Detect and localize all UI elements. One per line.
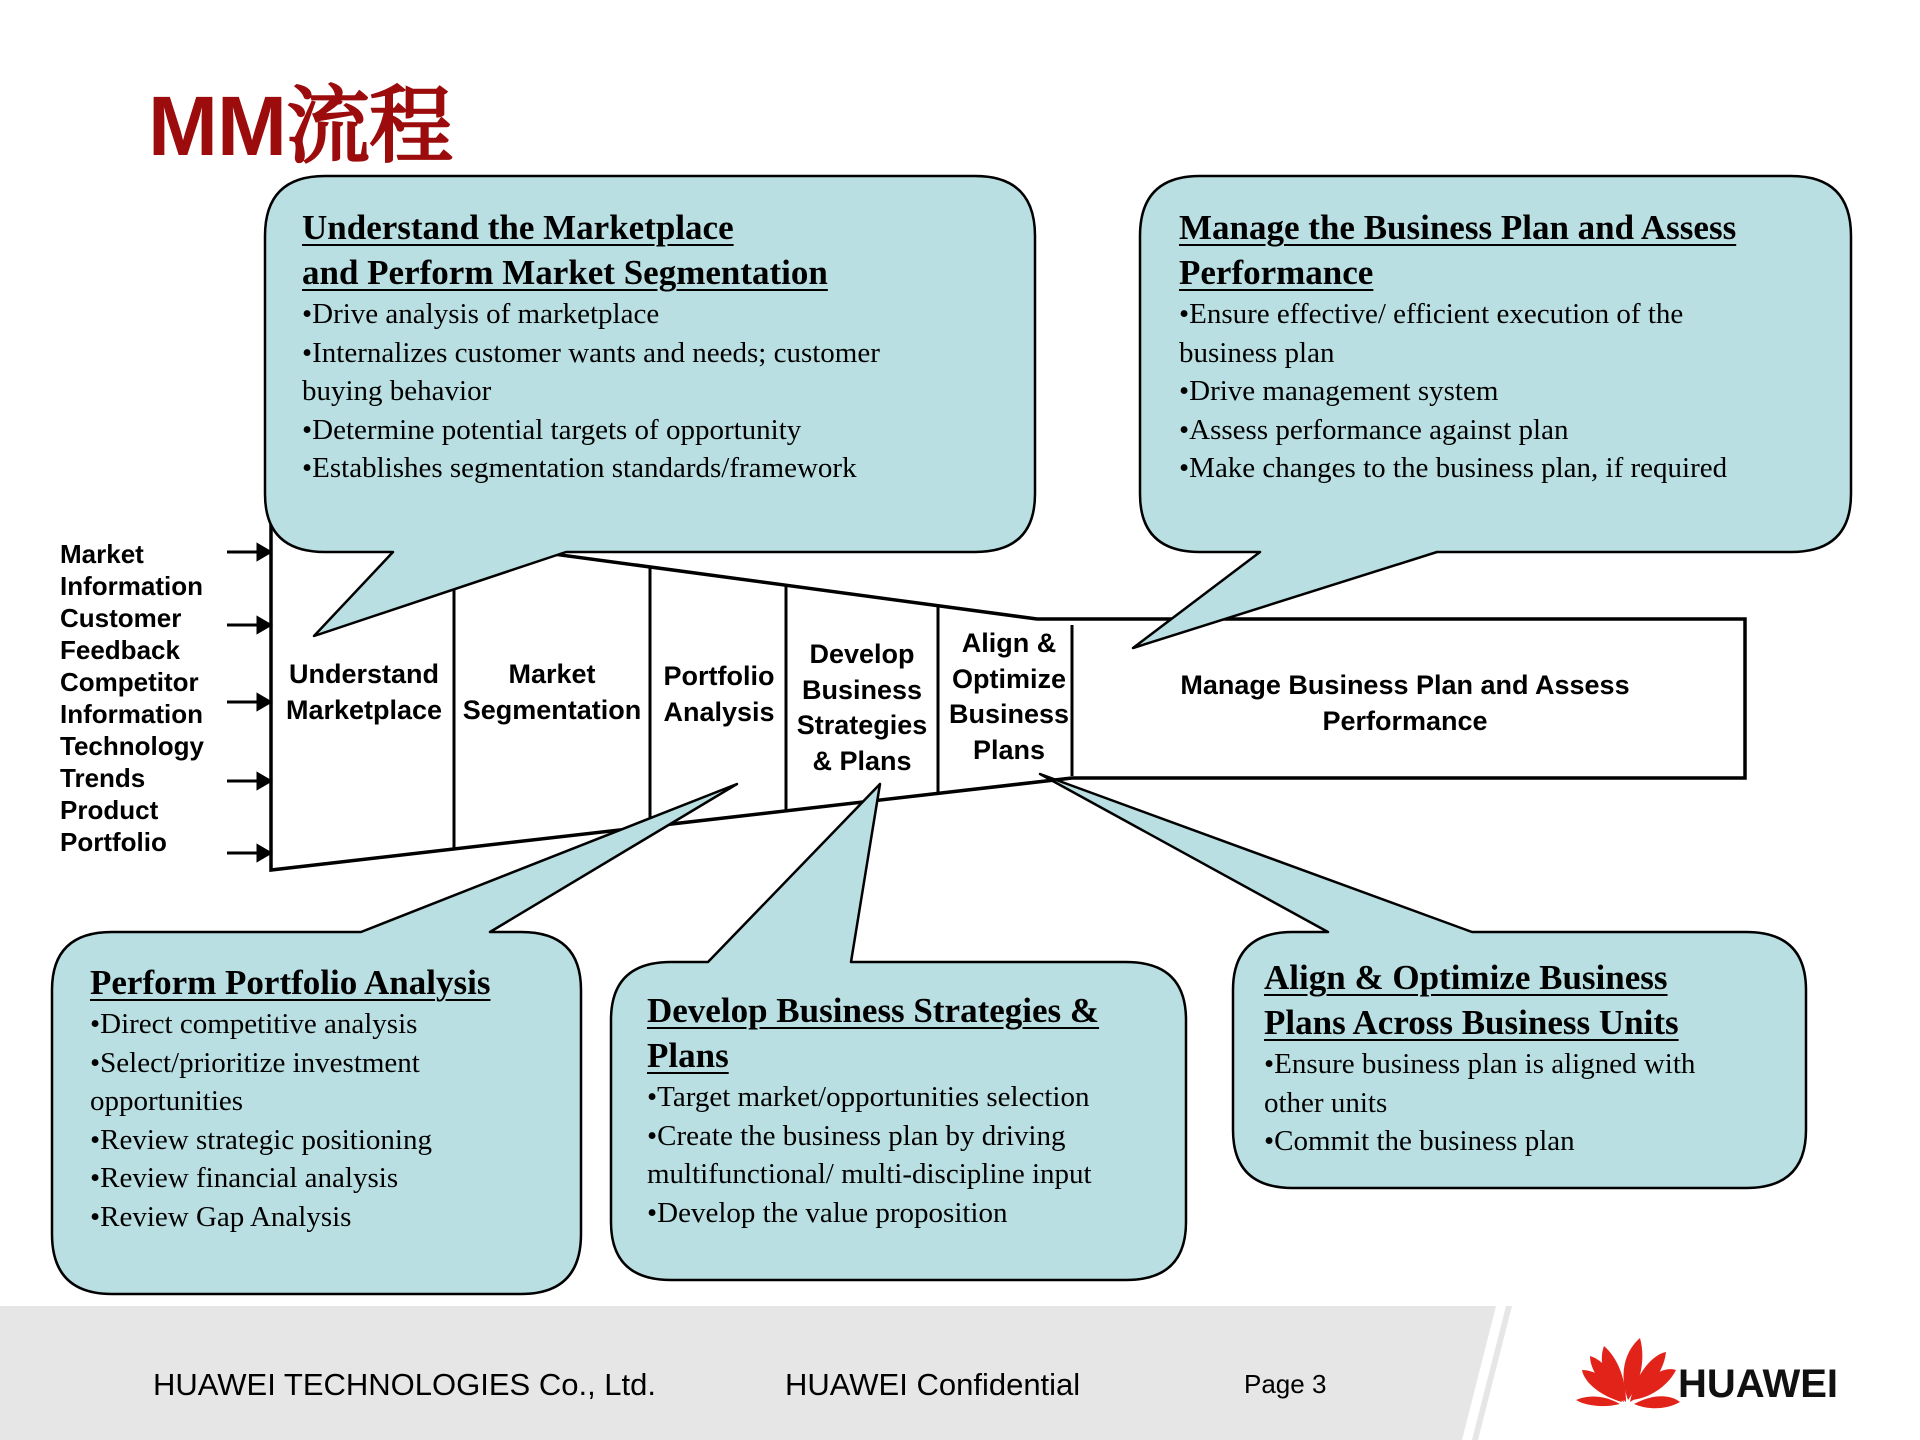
- callout-heading: and Perform Market Segmentation: [302, 253, 828, 292]
- callout-bullet: •Establishes segmentation standards/framework: [302, 452, 857, 484]
- callout-heading: Perform Portfolio Analysis: [90, 963, 491, 1002]
- callout-bullet: buying behavior: [302, 375, 492, 407]
- callout-align-text: [1264, 955, 1794, 1161]
- callout-bullet: •Direct competitive analysis: [90, 1008, 418, 1040]
- stage-label-line: Understand: [288, 659, 440, 689]
- input-label: Market: [60, 539, 144, 569]
- callout-bullet: •Ensure effective/ efficient execution of the: [1179, 298, 1684, 330]
- stage-manage-plan: [1110, 668, 1700, 739]
- input-arrows: [227, 545, 270, 860]
- callout-bullet: other units: [1264, 1086, 1388, 1119]
- stage-label-line: Business: [801, 674, 923, 705]
- callout-bullet: multifunctional/ multi-discipline input: [647, 1158, 1092, 1190]
- stage-label-line: Plans: [972, 734, 1046, 765]
- stage-label-line: Business: [948, 699, 1070, 729]
- input-label: Portfolio: [60, 827, 167, 857]
- callout-bullet: •Assess performance against plan: [1179, 413, 1569, 446]
- input-label: Trends: [60, 763, 146, 793]
- callout-heading: Align & Optimize Business: [1264, 958, 1668, 997]
- input-label: Technology: [60, 731, 204, 761]
- input-label: Product: [60, 795, 159, 825]
- callout-bullet: •Drive analysis of marketplace: [302, 298, 660, 330]
- callout-bullet: •Make changes to the business plan, if required: [1179, 452, 1728, 484]
- callout-bullet: •Target market/opportunities selection: [647, 1081, 1090, 1113]
- input-label: Feedback: [60, 635, 180, 665]
- callout-bullet: •Ensure business plan is aligned with: [1264, 1048, 1696, 1080]
- stage-portfolio-analysis: [652, 659, 786, 730]
- callout-heading: Develop Business Strategies &: [647, 991, 1100, 1030]
- input-label: Customer: [60, 603, 182, 633]
- stage-understand-marketplace: [276, 657, 452, 728]
- callout-bullet: •Review strategic positioning: [90, 1123, 432, 1156]
- callout-heading: Manage the Business Plan and Assess: [1179, 208, 1737, 247]
- stage-label-line: Performance: [1322, 705, 1488, 736]
- callout-portfolio-text: [90, 960, 570, 1236]
- callout-bullet: •Select/prioritize investment: [90, 1046, 420, 1079]
- stage-label-line: Segmentation: [462, 694, 642, 725]
- callout-bullet: •Determine potential targets of opportunity: [302, 413, 802, 446]
- input-label: Competitor: [60, 667, 199, 697]
- stage-label-line: Optimize: [951, 663, 1066, 694]
- footer-confidential: HUAWEI Confidential: [785, 1367, 1081, 1402]
- callout-bullet: opportunities: [90, 1085, 244, 1117]
- page-title: MM流程: [148, 79, 452, 173]
- callout-manage-text: [1179, 205, 1839, 488]
- callout-bullet: •Review financial analysis: [90, 1162, 399, 1194]
- stage-label-line: Strategies: [796, 710, 928, 740]
- stage-align-optimize: [938, 626, 1080, 768]
- callout-develop-text: [647, 988, 1177, 1232]
- footer-company: HUAWEI TECHNOLOGIES Co., Ltd.: [153, 1367, 657, 1402]
- callout-heading: Performance: [1179, 253, 1374, 292]
- stage-label-line: Marketplace: [285, 694, 443, 725]
- stage-label-line: Align &: [961, 628, 1057, 658]
- callout-bullet: •Drive management system: [1179, 375, 1499, 407]
- input-label: Information: [60, 571, 203, 601]
- huawei-logo-text: HUAWEI: [1678, 1362, 1838, 1406]
- stage-market-segmentation: [452, 657, 652, 728]
- callout-bullet: •Create the business plan by driving: [647, 1119, 1066, 1152]
- callout-understand-text: [302, 205, 1022, 488]
- callout-heading: Understand the Marketplace: [302, 208, 734, 247]
- stage-label-line: Portfolio: [663, 661, 775, 691]
- callout-bullet: •Commit the business plan: [1264, 1125, 1575, 1157]
- input-label: Information: [60, 699, 203, 729]
- callout-bullet: •Review Gap Analysis: [90, 1200, 352, 1233]
- callout-bullet: •Develop the value proposition: [647, 1196, 1008, 1229]
- stage-label-line: Market: [508, 659, 596, 689]
- callout-bullet: business plan: [1179, 336, 1335, 369]
- callout-heading: Plans: [647, 1036, 729, 1075]
- stage-develop-strategies: [788, 637, 936, 779]
- callout-heading: Plans Across Business Units: [1264, 1003, 1679, 1042]
- stage-label-line: Develop: [809, 639, 915, 669]
- stage-label-line: Analysis: [663, 696, 775, 727]
- callout-bullet: •Internalizes customer wants and needs; customer: [302, 336, 880, 369]
- footer-page-number: Page 3: [1244, 1369, 1327, 1399]
- stage-label-line: Manage Business Plan and Assess: [1180, 670, 1630, 700]
- stage-label-line: & Plans: [812, 745, 912, 776]
